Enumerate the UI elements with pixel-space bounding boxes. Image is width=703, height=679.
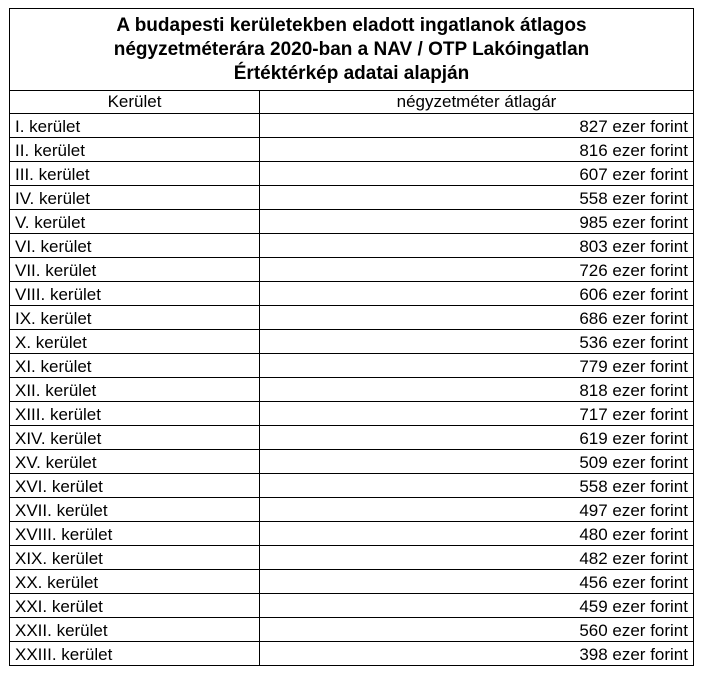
district-cell: XVI. kerület [10,474,260,498]
table-title [10,9,694,91]
table-row [10,498,694,522]
price-cell: 818 ezer forint [260,378,694,402]
price-cell: 606 ezer forint [260,282,694,306]
price-cell: 803 ezer forint [260,234,694,258]
price-table [9,8,694,666]
table-row [10,522,694,546]
table-title-line-2: négyzetméterára 2020-ban a NAV / OTP Lakóingatlan [113,39,590,60]
price-cell: 509 ezer forint [260,450,694,474]
table-row [10,258,694,282]
price-cell: 686 ezer forint [260,306,694,330]
table-row [10,282,694,306]
price-cell: 456 ezer forint [260,570,694,594]
price-cell: 536 ezer forint [260,330,694,354]
table-row [10,378,694,402]
table-row [10,570,694,594]
price-cell: 482 ezer forint [260,546,694,570]
district-cell: VII. kerület [10,258,260,282]
district-cell: XIV. kerület [10,426,260,450]
table-row [10,474,694,498]
district-cell: XX. kerület [10,570,260,594]
price-table-body [10,9,694,666]
district-cell: XV. kerület [10,450,260,474]
table-row [10,186,694,210]
table-row [10,234,694,258]
price-cell: 619 ezer forint [260,426,694,450]
district-cell: XVII. kerület [10,498,260,522]
table-row [10,450,694,474]
price-cell: 560 ezer forint [260,618,694,642]
district-cell: XXII. kerület [10,618,260,642]
district-cell: XXI. kerület [10,594,260,618]
table-row [10,210,694,234]
price-cell: 459 ezer forint [260,594,694,618]
header-row [10,91,694,114]
table-row [10,426,694,450]
column-header-district: Kerület [10,91,260,114]
price-cell: 558 ezer forint [260,474,694,498]
district-cell: XI. kerület [10,354,260,378]
district-cell: XIX. kerület [10,546,260,570]
price-cell: 816 ezer forint [260,138,694,162]
price-cell: 398 ezer forint [260,642,694,666]
table-row [10,618,694,642]
district-cell: XVIII. kerület [10,522,260,546]
district-cell: X. kerület [10,330,260,354]
column-header-price: négyzetméter átlagár [260,91,694,114]
price-cell: 717 ezer forint [260,402,694,426]
table-row [10,642,694,666]
district-cell: I. kerület [10,114,260,138]
district-cell: VIII. kerület [10,282,260,306]
district-cell: IX. kerület [10,306,260,330]
table-row [10,546,694,570]
table-title-line-1: A budapesti kerületekben eladott ingatlanok átlagos [116,15,587,36]
table-row [10,330,694,354]
district-cell: VI. kerület [10,234,260,258]
price-cell: 480 ezer forint [260,522,694,546]
price-cell: 779 ezer forint [260,354,694,378]
table-row [10,402,694,426]
table-title-line-3: Értéktérkép adatai alapján [233,63,470,84]
district-cell: II. kerület [10,138,260,162]
price-cell: 497 ezer forint [260,498,694,522]
table-row [10,114,694,138]
table-row [10,162,694,186]
district-cell: XII. kerület [10,378,260,402]
table-row [10,138,694,162]
price-cell: 558 ezer forint [260,186,694,210]
district-cell: V. kerület [10,210,260,234]
price-cell: 827 ezer forint [260,114,694,138]
table-row [10,306,694,330]
price-cell: 985 ezer forint [260,210,694,234]
table-row [10,594,694,618]
title-row [10,9,694,91]
price-cell: 726 ezer forint [260,258,694,282]
district-cell: XIII. kerület [10,402,260,426]
price-cell: 607 ezer forint [260,162,694,186]
district-cell: III. kerület [10,162,260,186]
district-cell: IV. kerület [10,186,260,210]
district-cell: XXIII. kerület [10,642,260,666]
table-row [10,354,694,378]
